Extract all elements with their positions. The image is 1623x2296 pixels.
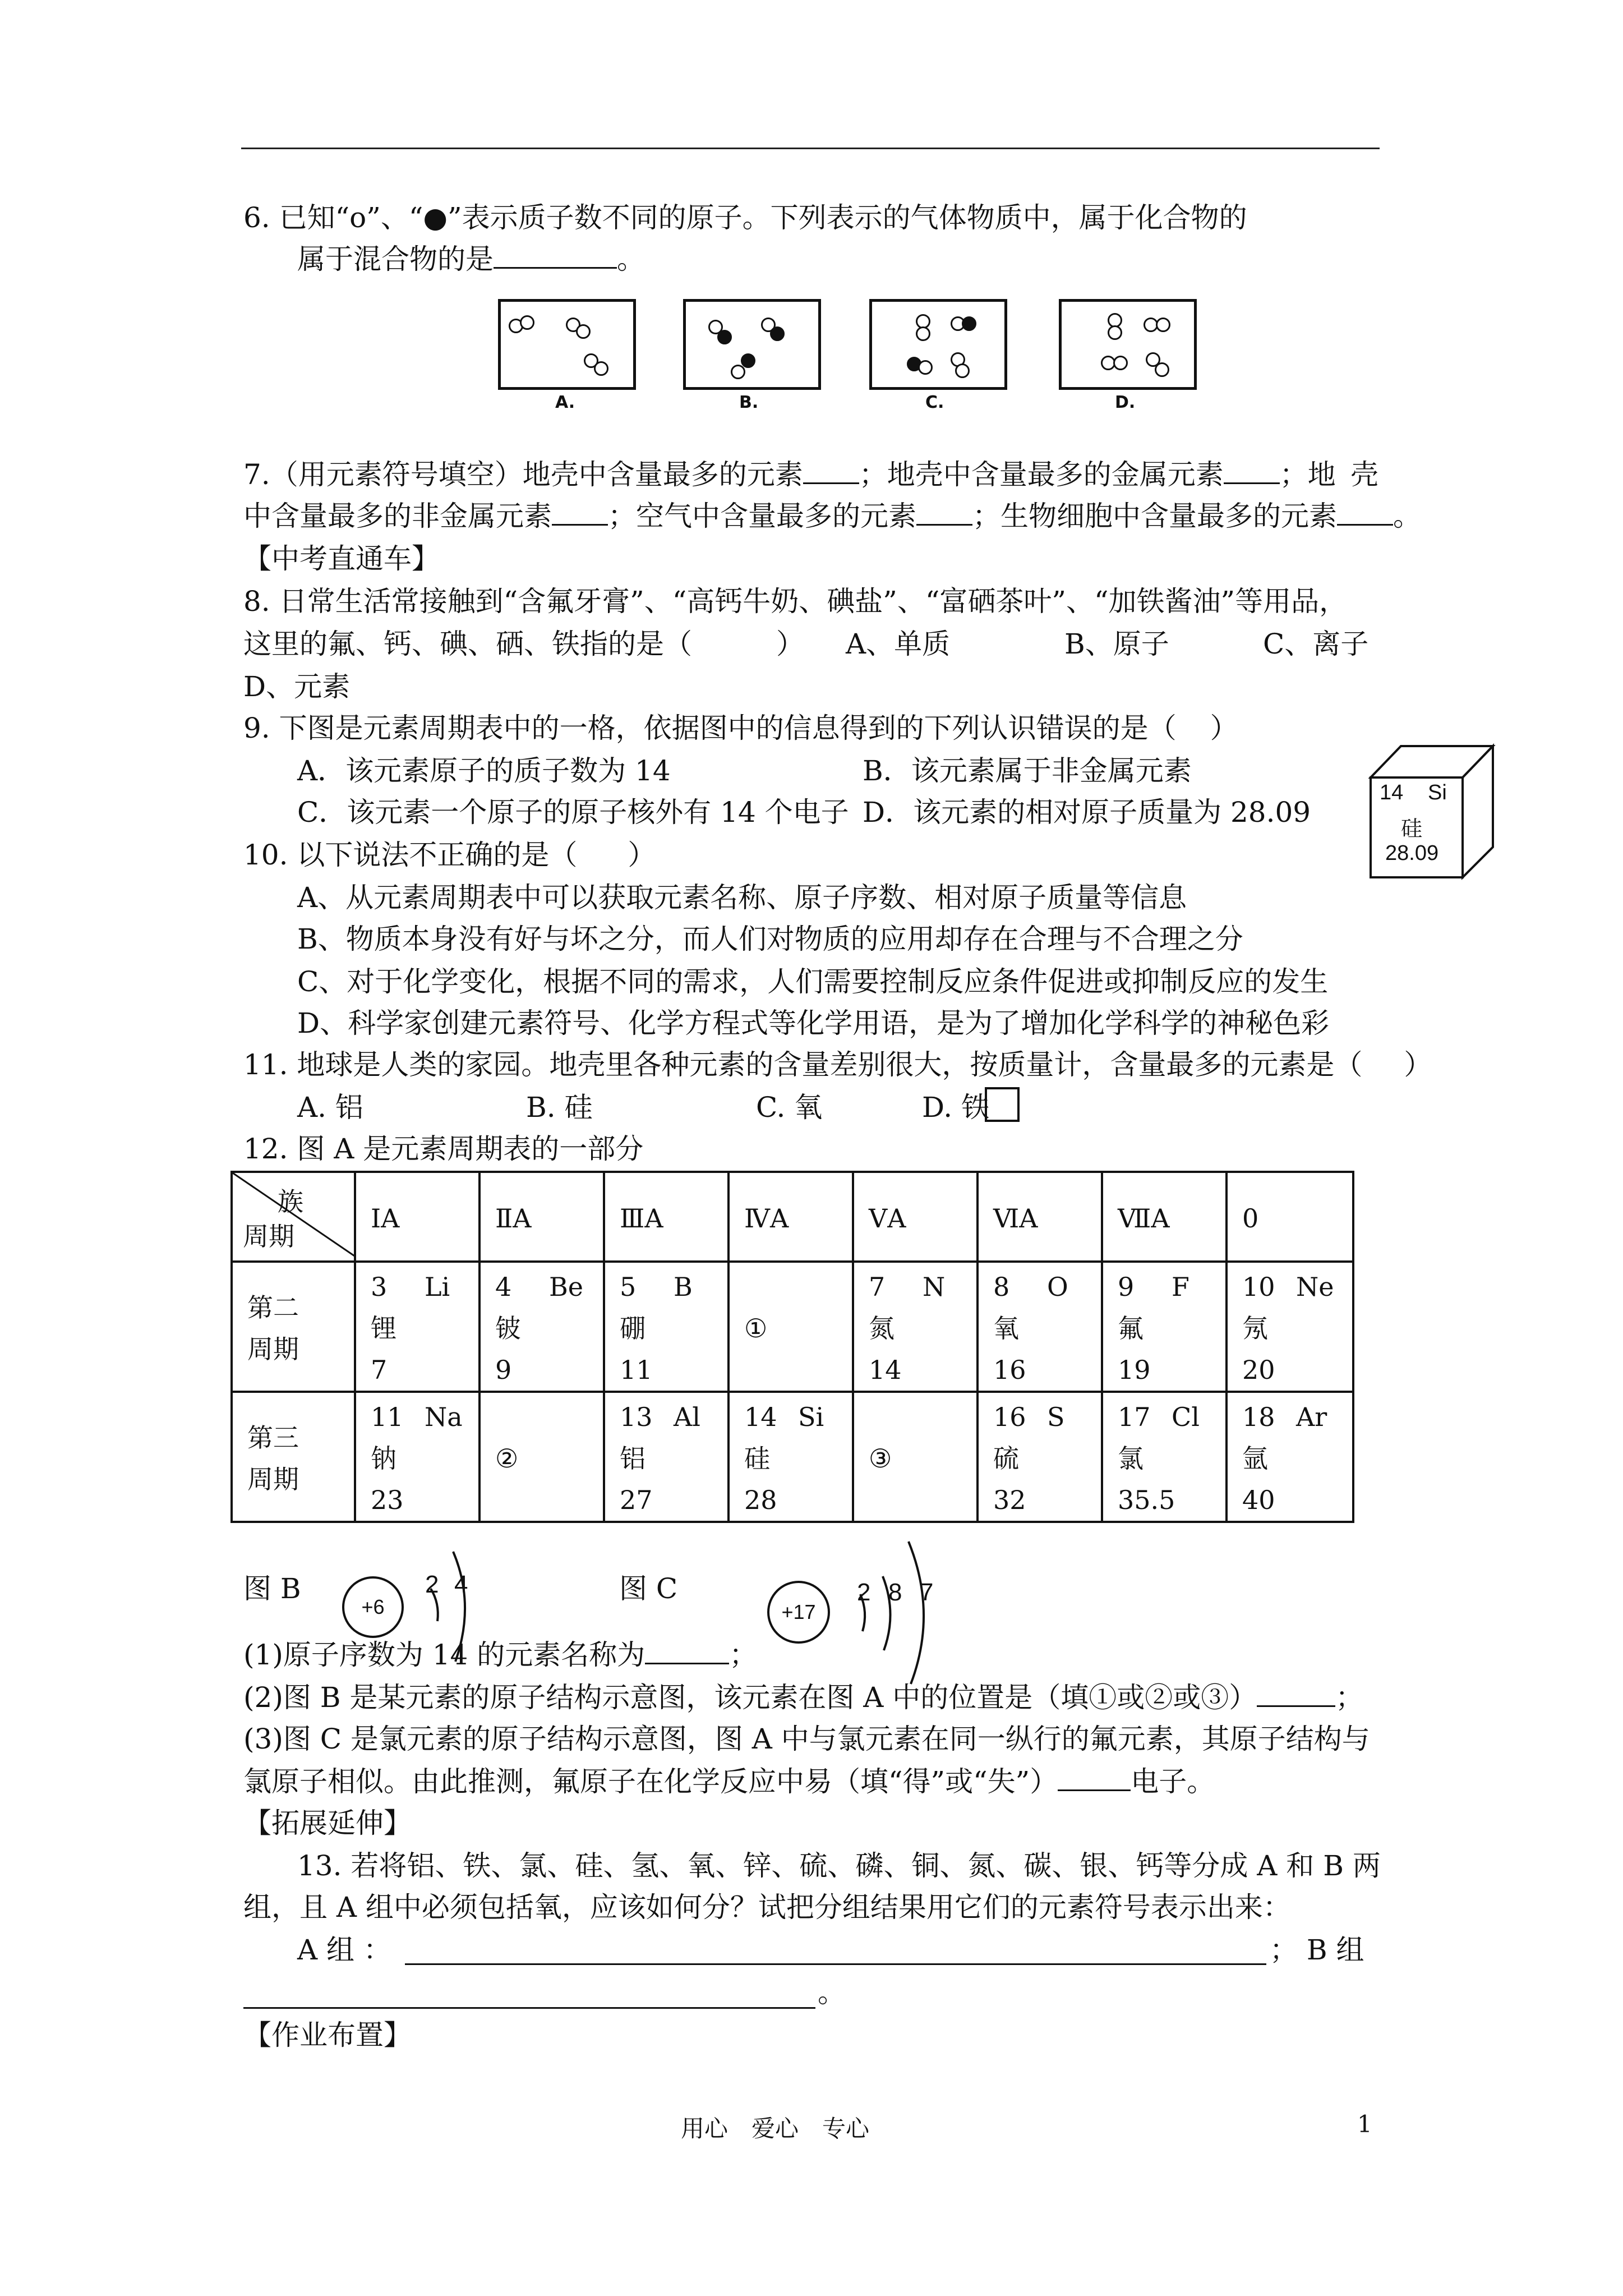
period-2-row — [232, 1262, 1353, 1392]
atom — [594, 361, 608, 376]
atom — [1155, 362, 1169, 377]
q13-group-a-label: A 组 ： — [297, 1934, 391, 1966]
q9-option-a: A．该元素原子的质子数为 14 — [297, 754, 671, 787]
atom — [576, 324, 591, 339]
cube-symbol: Si — [1428, 781, 1447, 804]
q7-blank-3[interactable] — [552, 499, 608, 526]
q7-text: 中含量最多的非金属元素 — [243, 500, 552, 532]
q7-blank-5[interactable] — [1337, 499, 1393, 526]
figure-c-shell-2: 8 — [888, 1579, 902, 1606]
q11-stem — [243, 1048, 1432, 1082]
q11-answer-box[interactable] — [985, 1087, 1020, 1122]
option-d-box — [1059, 299, 1197, 390]
q10-option-a: A、从元素周期表中可以获取元素名称、原子序数、相对原子质量等信息 — [297, 881, 1187, 914]
q7-line1 — [243, 458, 1336, 491]
corner-period-label: 周期 — [243, 1221, 294, 1251]
q12-sub3-text: 电子。 — [1131, 1765, 1215, 1798]
option-b-box — [683, 299, 821, 390]
element-cell-li: 3 Li 锂 7 — [355, 1262, 479, 1392]
q6-line2-end: 。 — [617, 243, 645, 275]
q11-text: 11. 地球是人类的家园。地壳里各种元素的含量差别很大，按质量计，含量最多的元素是（ — [243, 1048, 1363, 1081]
q11-option-c: C. 氧 — [756, 1091, 823, 1124]
q8-option-c: C、离子 — [1263, 628, 1369, 660]
period-2-label: 第二 周期 — [232, 1262, 355, 1392]
element-cell-b: 5 B 硼 11 — [604, 1262, 728, 1392]
q13-line2: 组，且 A 组中必须包括氧，应该如何分？试把分组结果用它们的元素符号表示出来： — [243, 1891, 1291, 1924]
q9-text: 9. 下图是元素周期表中的一格，依据图中的信息得到的下列认识错误的是（ — [243, 712, 1177, 744]
element-cell-be: 4 Be 铍 9 — [479, 1262, 604, 1392]
q12-sub3-text: 氯原子相似。由此推测，氟原子在化学反应中易（填“得”或“失”） — [243, 1765, 1058, 1798]
element-cell-o: 8 O 氧 16 — [978, 1262, 1102, 1392]
q10-stem — [243, 838, 656, 872]
q7-line2 — [243, 499, 1421, 533]
page-number: 1 — [1357, 2110, 1372, 2138]
q13-group-b-blank[interactable] — [243, 2007, 815, 2009]
q13-group-a-blank[interactable] — [405, 1963, 1266, 1965]
atom — [918, 360, 933, 375]
element-cell-na: 11 Na 钠 23 — [355, 1392, 479, 1522]
header-rule — [241, 148, 1380, 149]
q11-text: ） — [1404, 1048, 1432, 1081]
q13-line1: 13. 若将铝、铁、氯、硅、氢、氧、锌、硫、磷、铜、氮、碳、银、钙等分成 A 和 B 两 — [297, 1849, 1381, 1882]
group-header: ⅣA — [728, 1172, 853, 1262]
period-3-label: 第三 周期 — [232, 1392, 355, 1522]
element-cell-cl: 17 Cl 氯 35.5 — [1102, 1392, 1227, 1522]
q8-line1: 8. 日常生活常接触到“含氟牙膏”、“高钙牛奶、碘盐”、“富硒茶叶”、“加铁酱油”等用品， — [243, 585, 1348, 618]
table-header-row — [232, 1172, 1353, 1262]
q7-text: ；空气中含量最多的元素 — [608, 500, 916, 532]
group-header: 0 — [1227, 1172, 1353, 1262]
q9-stem — [243, 711, 1238, 745]
element-cell-ar: 18 Ar 氩 40 — [1227, 1392, 1353, 1522]
corner-group-label: 族 — [278, 1186, 303, 1217]
q10-text: ） — [628, 839, 656, 871]
figure-c-shell-3: 7 — [920, 1579, 934, 1606]
q10-text: 10. 以下说法不正确的是（ — [243, 839, 578, 871]
q9-text: ） — [1210, 712, 1238, 744]
q6-line1: 6. 已知“o”、“●”表示质子数不同的原子。下列表示的气体物质中，属于化合物的 — [243, 201, 1247, 234]
group-header: ⅡA — [479, 1172, 604, 1262]
section-heading-homework: 【作业布置】 — [243, 2019, 412, 2051]
q7-text: 。 — [1393, 500, 1421, 532]
group-header: ⅥA — [978, 1172, 1102, 1262]
group-header: ⅢA — [604, 1172, 728, 1262]
q12-sub3-line1: (3)图 C 是氯元素的原子结构示意图，图 A 中与氯元素在同一纵行的氟元素，其原子结构与 — [243, 1723, 1370, 1755]
cube-atomic-number: 14 — [1380, 781, 1404, 804]
q12-sub3-line2 — [243, 1765, 1215, 1798]
q12-sub2 — [243, 1681, 1363, 1714]
figure-c-label: 图 C — [619, 1572, 678, 1605]
q7-text: ；地壳中含量最多的金属元素 — [859, 458, 1224, 491]
q8-text: ） — [776, 628, 804, 660]
figure-b-nucleus: +6 — [342, 1576, 404, 1638]
element-cell-blank-3: ③ — [853, 1392, 978, 1522]
q7-line1-end: 壳 — [1350, 458, 1378, 491]
option-c-box — [869, 299, 1007, 390]
q9-option-d: D．该元素的相对原子质量为 28.09 — [863, 796, 1311, 829]
periodic-table-fragment — [230, 1171, 1354, 1523]
figure-c-shell-arcs — [841, 1531, 953, 1688]
q7-text: 7.（用元素符号填空）地壳中含量最多的元素 — [243, 458, 803, 491]
option-a-box — [498, 299, 636, 390]
q12-sub1-text: (1)原子序数为 14 的元素名称为 — [243, 1639, 645, 1671]
q13-end: 。 — [818, 1976, 846, 2009]
footer-motto: 用心 爱心 专心 — [681, 2115, 870, 2142]
q8-line2 — [243, 627, 804, 661]
q7-text: ；生物细胞中含量最多的元素 — [972, 500, 1337, 532]
q11-option-b: B. 硅 — [526, 1091, 593, 1124]
q11-option-a: A. 铝 — [297, 1091, 363, 1124]
q8-option-a: A、单质 — [846, 628, 951, 660]
option-c-label: C. — [925, 393, 944, 412]
q7-text: ；地 — [1279, 458, 1336, 491]
q7-blank-4[interactable] — [916, 499, 972, 526]
cube-mass: 28.09 — [1385, 841, 1439, 865]
option-a-label: A. — [555, 393, 575, 412]
atom — [1156, 318, 1170, 332]
q12-sub1-end: ； — [729, 1639, 758, 1671]
element-cell-al: 13 Al 铝 27 — [604, 1392, 728, 1522]
q9-option-c: C．该元素一个原子的原子核外有 14 个电子 — [297, 796, 849, 829]
atom — [520, 315, 534, 330]
q8-option-d: D、元素 — [243, 670, 351, 703]
q7-blank-1[interactable] — [803, 458, 859, 484]
element-cell-s: 16 S 硫 32 — [978, 1392, 1102, 1522]
atom — [916, 326, 930, 341]
group-header: ⅦA — [1102, 1172, 1227, 1262]
q10-option-c: C、对于化学变化，根据不同的需求，人们需要控制反应条件促进或抑制反应的发生 — [297, 965, 1329, 998]
figure-c-nucleus: +17 — [767, 1581, 830, 1644]
table-corner-cell — [232, 1172, 355, 1262]
element-cell-n: 7 N 氮 14 — [853, 1262, 978, 1392]
period-3-row — [232, 1392, 1353, 1522]
atom — [1113, 356, 1128, 370]
q6-line2 — [297, 242, 645, 276]
section-heading-exam: 【中考直通车】 — [243, 542, 440, 575]
figure-c-shell-1: 2 — [857, 1579, 871, 1606]
figure-b-shell-2: 4 — [454, 1571, 468, 1598]
q12-sub2-end: ； — [1335, 1681, 1364, 1714]
q12-sub3-blank[interactable] — [1058, 1765, 1131, 1791]
atom — [741, 353, 755, 368]
cube-name: 硅 — [1401, 817, 1423, 841]
group-header: ⅠA — [355, 1172, 479, 1262]
q8-text: 这里的氟、钙、碘、硒、铁指的是（ — [243, 628, 692, 660]
group-header: ⅤA — [853, 1172, 978, 1262]
atom — [955, 364, 970, 378]
element-cell-blank-2: ② — [479, 1392, 604, 1522]
element-cell-si: 14 Si 硅 28 — [728, 1392, 853, 1522]
q9-option-b: B．该元素属于非金属元素 — [863, 754, 1192, 787]
q12-sub1 — [243, 1638, 757, 1672]
option-b-label: B. — [739, 393, 759, 412]
figure-b-label: 图 B — [243, 1572, 301, 1605]
figure-b-shell-1: 2 — [425, 1571, 439, 1598]
q7-blank-2[interactable] — [1224, 458, 1280, 484]
element-cell-ne: 10 Ne 氖 20 — [1227, 1262, 1353, 1392]
atom — [731, 365, 745, 379]
atom — [717, 330, 732, 344]
q6-line2-text: 属于混合物的是 — [297, 243, 494, 275]
q12-sub2-text: (2)图 B 是某元素的原子结构示意图，该元素在图 A 中的位置是（填①或②或③） — [243, 1681, 1257, 1714]
atom — [770, 326, 785, 341]
element-cell-blank-1: ① — [728, 1262, 853, 1392]
q12-sub1-blank[interactable] — [645, 1638, 729, 1664]
atom — [962, 316, 976, 331]
q11-option-d: D. 铁 — [922, 1091, 990, 1124]
element-cell-f: 9 F 氟 19 — [1102, 1262, 1227, 1392]
q12-sub2-blank[interactable] — [1257, 1681, 1335, 1707]
atom — [1108, 325, 1122, 340]
option-d-label: D. — [1115, 393, 1136, 412]
section-heading-extend: 【拓展延伸】 — [243, 1807, 412, 1839]
q6-answer-blank[interactable] — [494, 242, 617, 269]
q12-stem: 12. 图 A 是元素周期表的一部分 — [243, 1133, 644, 1165]
q8-option-b: B、原子 — [1064, 628, 1169, 660]
q13-group-b-label: ； B 组 — [1270, 1934, 1364, 1966]
q10-option-d: D、科学家创建元素符号、化学方程式等化学用语，是为了增加化学科学的神秘色彩 — [297, 1007, 1330, 1039]
q10-option-b: B、物质本身没有好与坏之分，而人们对物质的应用却存在合理与不合理之分 — [297, 923, 1243, 955]
